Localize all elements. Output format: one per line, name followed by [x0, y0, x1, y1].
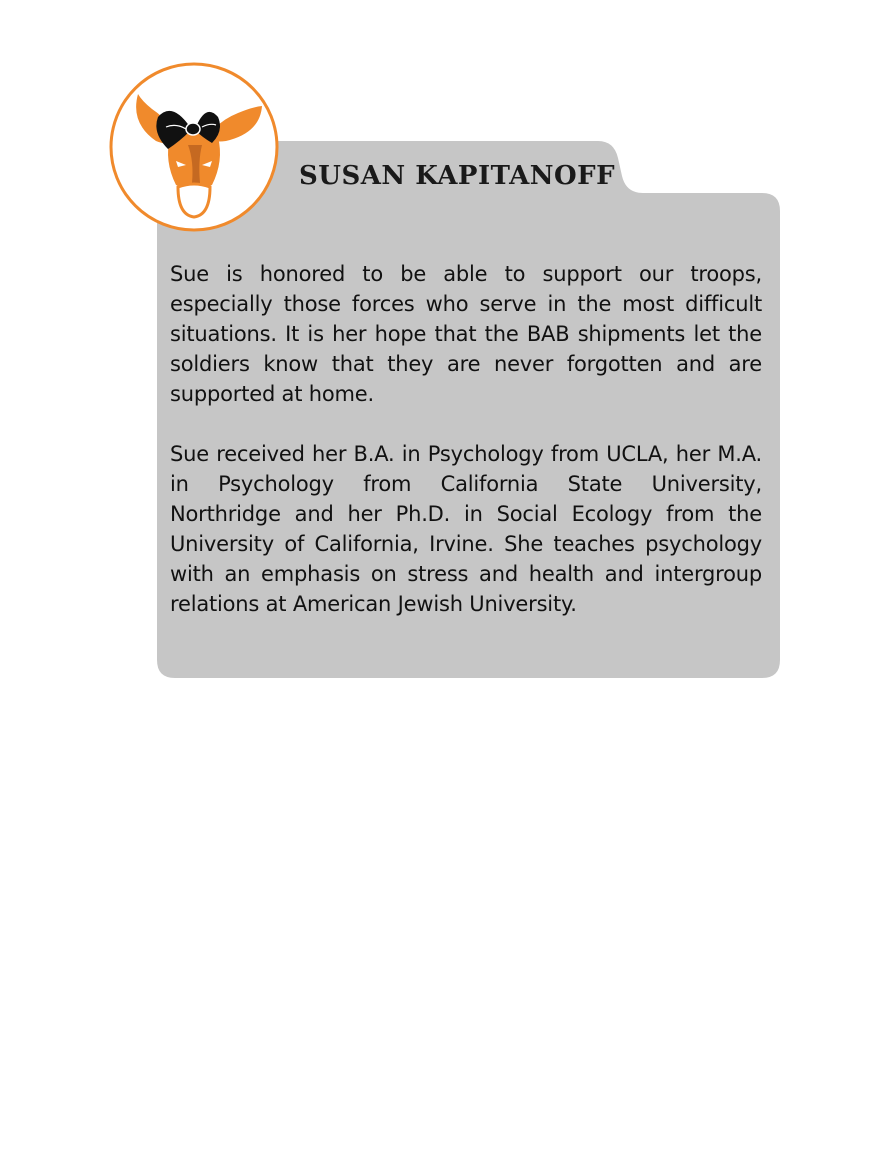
- bio-paragraph: Sue received her B.A. in Psychology from UCLA, her M.A. in Psychology from California State University, Northridge and her Ph.D. in Social Ecology from the University of California, Irvine. She teaches psychology with an emphasis on stress and health and intergroup relations at American Jewish University.: [170, 442, 762, 616]
- bio-paragraph: Sue is honored to be able to support our troops, especially those forces who serve in the most difficult situations. It is her hope that the BAB shipments let the soldiers know that they are never forgotten and are supported at home.: [170, 262, 762, 406]
- avatar: [108, 61, 280, 233]
- profile-name: SUSAN KAPITANOFF: [299, 161, 616, 191]
- donkey-with-bow-icon: [108, 61, 280, 233]
- bio-text: [170, 259, 762, 619]
